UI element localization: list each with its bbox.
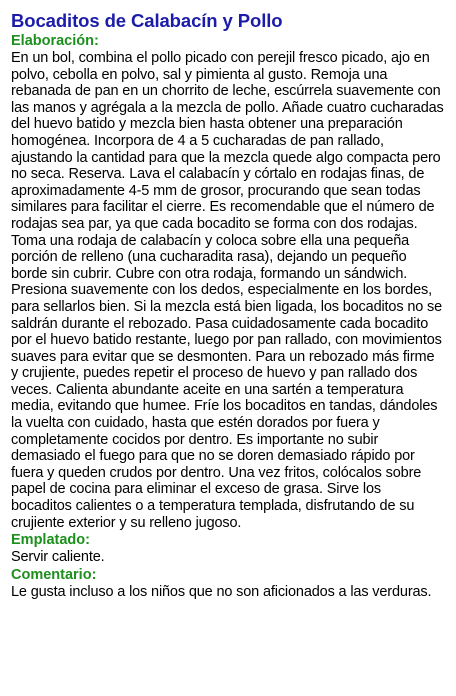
emplatado-text: Servir caliente. [11, 549, 105, 566]
elaboracion-heading: Elaboración: [11, 33, 99, 49]
comentario-text: Le gusta incluso a los niños que no son aficionados a las verduras. [11, 583, 432, 600]
recipe-title: Bocaditos de Calabacín y Pollo [11, 10, 283, 31]
elaboracion-text: En un bol, combina el pollo picado con perejil fresco picado, ajo en polvo, cebolla en polvo, sal y pimienta al gusto. Remoja una rebanada de pan en un chorrito de leche, escúrrela suavemente con las manos y agrégala a la mezcla de pollo. Añade cuatro cucharadas del huevo batido y mezcla bien hasta obtener una preparación homogénea. Incorpora de 4 a 5 cucharadas de pan rallado, ajustando la cantidad para que la mezcla quede algo compacta pero no seca. Reserva. Lava el calabacín y córtalo en rodajas finas, de aproximadamente 4-5 mm de grosor, procurando que sean todas similares para facilitar el cierre. Es recomendable que el número de rodajas sea par, ya que cada bocadito se forma con dos rodajas. Toma una rodaja de calabacín y coloca sobre ella una pequeña porción de relleno (una cucharadita rasa), dejando un pequeño borde sin cubrir. Cubre con otra rodaja, formando un sándwich. Presiona suavemente con los dedos, especialmente en los bordes, para sellarlos bien. Si la mezcla está bien ligada, los bocaditos no se saldrán durante el rebozado. Pasa cuidadosamente cada bocadito por el huevo batido restante, luego por pan rallado, con movimientos suaves para evitar que se desmonten. Para un rebozado más firme y crujiente, puedes repetir el proceso de huevo y pan rallado dos veces. Calienta abundante aceite en una sartén a temperatura media, evitando que humee. Fríe los bocaditos en tandas, dándoles la vuelta con cuidado, hasta que estén dorados por fuera y completamente cocidos por dentro. Es importante no subir demasiado el fuego para que no se doren demasiado rápido por fuera y queden crudos por dentro. Una vez fritos, colócalos sobre papel de cocina para eliminar el exceso de grasa. Sirve los bocaditos calientes o a temperatura templada, disfrutando de su crujiente exterior y su relleno jugoso. [11, 50, 444, 531]
comentario-heading: Comentario: [11, 566, 97, 583]
emplatado-heading: Emplatado: [11, 532, 90, 549]
